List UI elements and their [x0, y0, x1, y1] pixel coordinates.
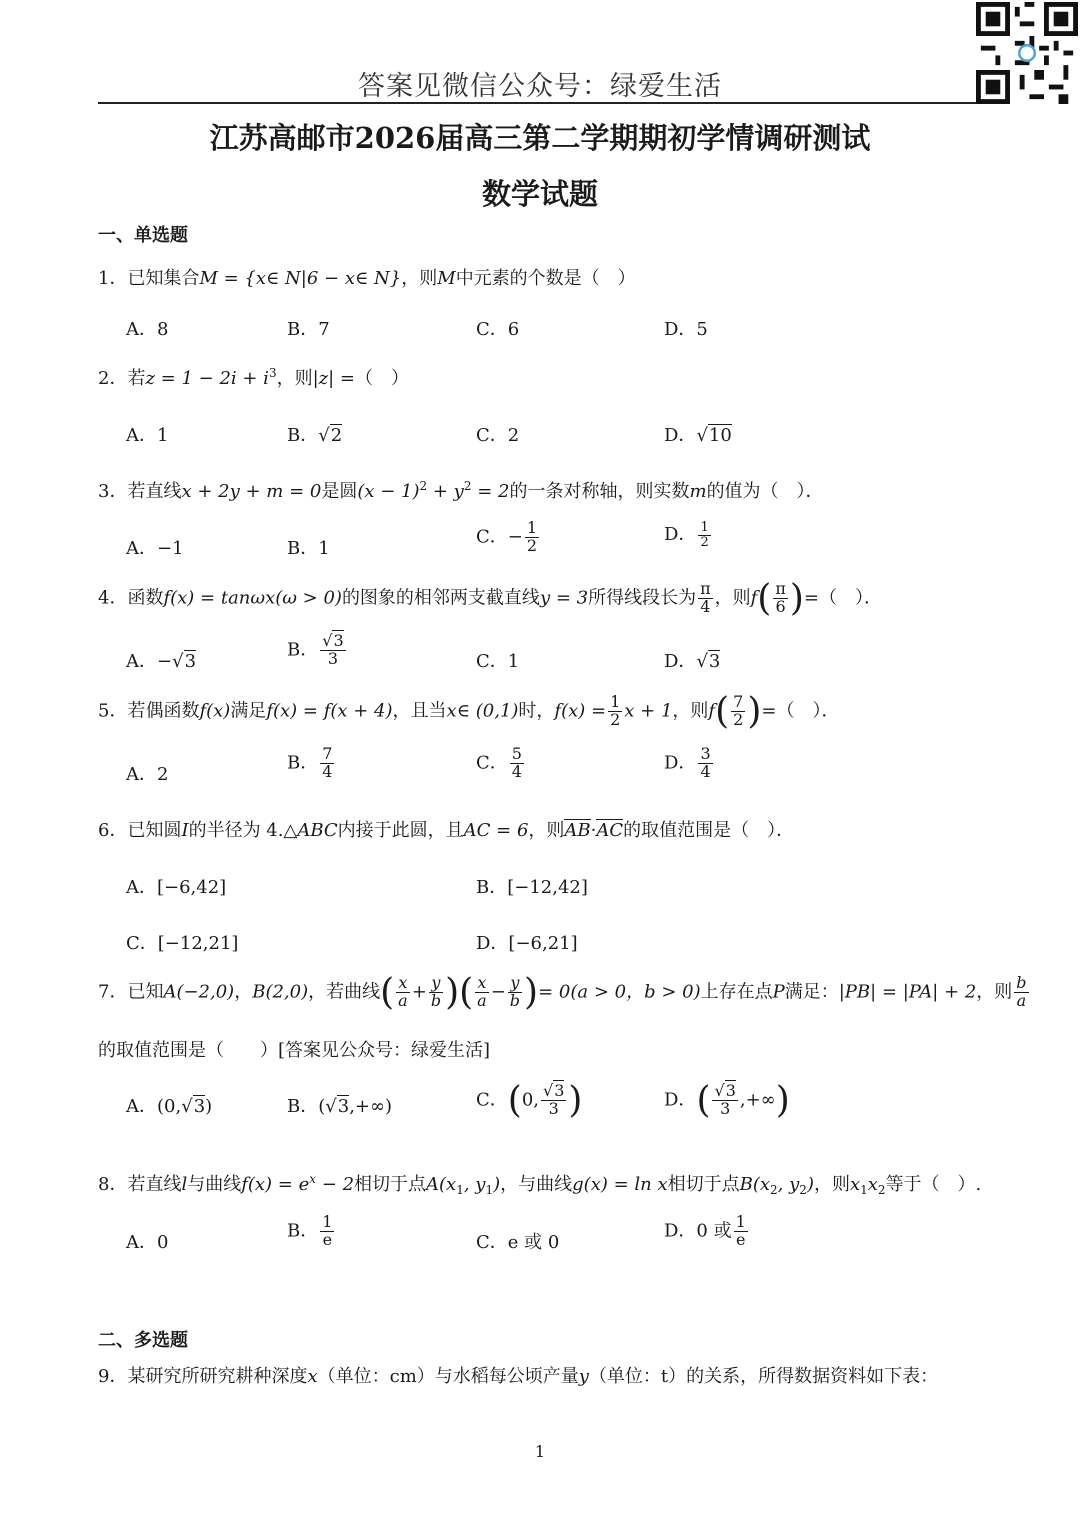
- q1-option-b: B．7: [287, 319, 330, 340]
- q5-option-d: D． $\frac{3}{4}$: [664, 744, 711, 781]
- q4-option-c: C．1: [476, 651, 520, 672]
- q6-option-d: D．[−6,21]: [476, 933, 578, 954]
- q2-option-b: B．√2: [287, 425, 343, 446]
- q2-option-c: C．2: [476, 425, 520, 446]
- q4-option-a: A．−√3: [126, 651, 197, 672]
- question-4-stem: 4．函数f(x) = tanωx(ω > 0)的图象的相邻两支截直线y = 3所得线段长为 $\frac{\pi}{4}$ ，则f( $\frac{\pi}{6}$ )=（ ）．: [98, 578, 882, 619]
- q7-option-d: D．( $\frac{√3}{3}$ ,+∞): [664, 1080, 790, 1121]
- question-8-stem: 8．若直线l与曲线$f(x) = e^x - 2$相切于点$A(x_1$, $y_1$)，与曲线g(x) = ln x相切于点$B(x_2$, $y_2$)，则$x_1x_2$等于（ ）.: [98, 1172, 982, 1197]
- question-5-stem: 5．若偶函数f(x)满足f(x) = f(x + 4)，且当x∈ (0,1)时，f(x) = $\frac{1}{2}$ x + 1，则f( $\frac{7}{2}$ )=（ ）．: [98, 691, 840, 732]
- q2-option-a: A．1: [126, 425, 169, 446]
- q7-option-a: A．(0,√3): [126, 1096, 213, 1117]
- q4-option-b: B． $\frac{√3}{3}$: [287, 631, 344, 668]
- q1-option-d: D．5: [664, 319, 708, 340]
- q3-option-c: C．− $\frac{1}{2}$: [476, 518, 538, 555]
- section-heading-multi: 二、多选题: [98, 1330, 188, 1351]
- qr-code-icon: [976, 2, 1078, 104]
- q8-option-a: A．0: [126, 1232, 169, 1253]
- q7-option-b: B．(√3,+∞): [287, 1096, 393, 1117]
- q7-option-c: C．(0, $\frac{√3}{3}$ ): [476, 1080, 583, 1121]
- question-1-stem: 1．已知集合M = {x∈ N|6 − x∈ N}，则M中元素的个数是（ ）: [98, 268, 636, 289]
- page-number: 1: [534, 1442, 546, 1461]
- q6-option-a: A．[−6,42]: [126, 877, 227, 898]
- q5-option-b: B． $\frac{7}{4}$: [287, 744, 333, 781]
- q4-option-d: D．√3: [664, 651, 721, 672]
- q3-option-a: A．−1: [126, 538, 184, 559]
- question-7-stem: 7．已知A(−2,0)，B(2,0)，若曲线( $\frac{x}{a}$ + $\frac{y}{b}$ )( $\frac{x}{a}$ − $\frac{y}{b}$ )= 0(a > 0，b > 0)上存在点P满足：|PB| = |PA| + 2，则 $\frac{b}{a}$: [98, 972, 1027, 1013]
- question-3-stem: 3．若直线x + 2y + m = 0是圆$(x - 1)^2 + y^2 = 2$的一条对称轴，则实数m的值为（ ）．: [98, 479, 824, 502]
- q1-option-c: C．6: [476, 319, 520, 340]
- q8-option-d: D．0 或 $\frac{1}{e}$: [664, 1212, 746, 1249]
- header-rule: [98, 102, 976, 104]
- q3-option-b: B．1: [287, 538, 330, 559]
- q1-option-a: A．8: [126, 319, 169, 340]
- q8-option-b: B． $\frac{1}{e}$: [287, 1212, 333, 1249]
- exam-subtitle: 数学试题: [481, 177, 598, 211]
- exam-title: 江苏高邮市2026届高三第二学期期初学情调研测试: [209, 121, 871, 155]
- q3-option-d: D． $\frac{1}{2}$: [664, 519, 709, 550]
- q5-option-a: A．2: [126, 764, 169, 785]
- q8-option-c: C．e 或 0: [476, 1232, 560, 1253]
- q6-option-b: B．[−12,42]: [476, 877, 588, 898]
- question-6-stem: 6．已知圆I的半径为 4.△ABC内接于此圆，且AC = 6，则AB·AC的取值范围是（ ）．: [98, 820, 795, 841]
- question-9-stem: 9．某研究所研究耕种深度x（单位：cm）与水稻每公顷产量y（单位：t）的关系，所得数据资料如下表：: [98, 1366, 939, 1387]
- q5-option-c: C． $\frac{5}{4}$: [476, 744, 522, 781]
- q2-option-d: D．√10: [664, 425, 732, 446]
- section-heading-single: 一、单选题: [98, 225, 188, 246]
- question-7-line2: 的取值范围是（ ）[答案见公众号：绿爱生活]: [98, 1040, 491, 1061]
- q6-option-c: C．[−12,21]: [126, 933, 239, 954]
- header-note: 答案见微信公众号：绿爱生活: [358, 71, 722, 102]
- question-2-stem: 2．若$z = 1 - 2i + i^3$，则|z| =（ ）: [98, 366, 409, 389]
